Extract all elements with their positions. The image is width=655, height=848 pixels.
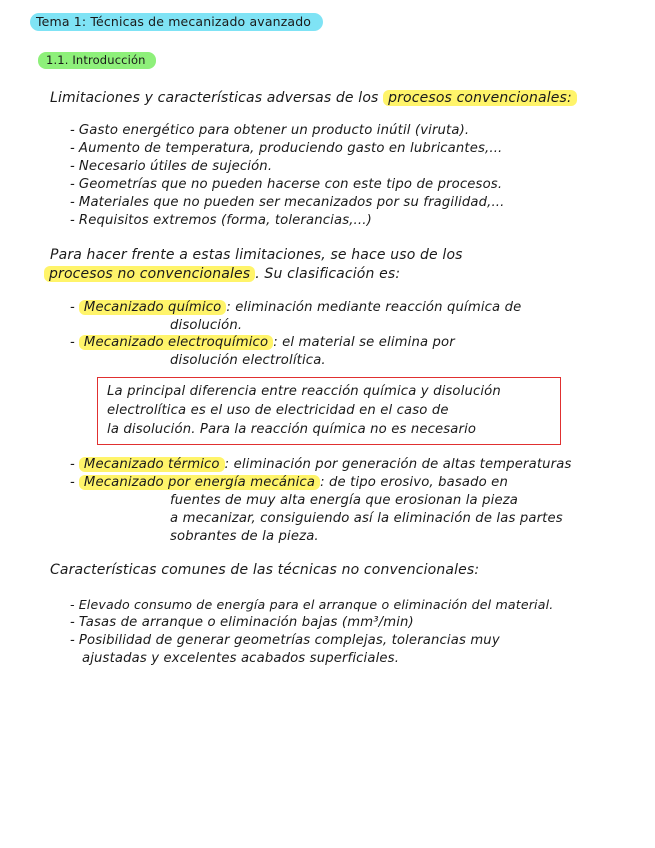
chemical-machining-item: - Mecanizado químico : eliminación mediante reacción química de [70, 300, 522, 315]
mechanical-machining-cont: fuentes de muy alta energía que erosionan la pieza [170, 493, 519, 508]
page-title [30, 14, 323, 30]
electrochemical-machining-text: : el material se elimina por [273, 335, 455, 350]
common-heading: Características comunes de las técnicas no convencionales: [50, 562, 480, 578]
mechanical-machining-item: - Mecanizado por energía mecánica : de tipo erosivo, basado en [70, 475, 508, 490]
chemical-machining-label: Mecanizado químico [79, 300, 226, 315]
list-item-text: Elevado consumo de energía para el arranque o eliminación del material. [78, 597, 554, 612]
thermal-machining-text: : eliminación por generación de altas temperaturas [224, 457, 572, 472]
list-item-text: Gasto energético para obtener un producto inútil (viruta). [78, 123, 470, 138]
limitations-intro-text: Limitaciones y características adversas de los [50, 90, 379, 106]
section-highlight: 1.1. Introducción [38, 52, 156, 69]
list-item-text: Materiales que no pueden ser mecanizados por su fragilidad,... [78, 195, 505, 210]
limitations-intro [50, 90, 577, 106]
list-item-text: Aumento de temperatura, produciendo gasto en lubricantes,... [78, 141, 503, 156]
list-item: - Aumento de temperatura, produciendo gasto en lubricantes,... [70, 141, 503, 156]
chemical-machining-text: : eliminación mediante reacción química de [226, 300, 522, 315]
list-item: - Gasto energético para obtener un producto inútil (viruta). [70, 123, 470, 138]
list-item: - Requisitos extremos (forma, tolerancias,...) [70, 213, 372, 228]
classification-intro-line2 [44, 266, 400, 282]
thermal-machining-label: Mecanizado térmico [79, 457, 225, 472]
list-item: - Tasas de arranque o eliminación bajas (mm³/min) [70, 615, 414, 630]
electrochemical-machining-cont: disolución electrolítica. [170, 353, 326, 368]
note-line: electrolítica es el uso de electricidad en el caso de [107, 403, 449, 418]
list-item-text: Geometrías que no pueden hacerse con este tipo de procesos. [78, 177, 503, 192]
non-conventional-highlight: procesos no convencionales [44, 266, 255, 282]
classification-intro-rest: . Su clasificación es: [255, 266, 401, 282]
list-item-cont: ajustadas y excelentes acabados superficiales. [82, 651, 400, 666]
mechanical-machining-cont: sobrantes de la pieza. [170, 529, 319, 544]
list-item: - Materiales que no pueden ser mecanizados por su fragilidad,... [70, 195, 505, 210]
mechanical-machining-label: Mecanizado por energía mecánica [79, 475, 320, 490]
thermal-machining-item: - Mecanizado térmico : eliminación por generación de altas temperaturas [70, 457, 572, 472]
list-item-text: Tasas de arranque o eliminación bajas (mm³/min) [78, 615, 414, 630]
conventional-processes-highlight: procesos convencionales: [383, 90, 577, 106]
classification-intro-line1: Para hacer frente a estas limitaciones, se hace uso de los [50, 247, 463, 263]
section-heading [38, 52, 156, 68]
list-item: - Necesario útiles de sujeción. [70, 159, 273, 174]
title-highlight: Tema 1: Técnicas de mecanizado avanzado [30, 13, 323, 31]
list-item: - Geometrías que no pueden hacerse con este tipo de procesos. [70, 177, 503, 192]
list-item-text: Requisitos extremos (forma, tolerancias,...) [78, 213, 372, 228]
chemical-machining-cont: disolución. [170, 318, 243, 333]
list-item: - Posibilidad de generar geometrías complejas, tolerancias muy [70, 633, 500, 648]
list-item: - Elevado consumo de energía para el arranque o eliminación del material. [70, 597, 554, 612]
list-item-text: Posibilidad de generar geometrías complejas, tolerancias muy [78, 633, 500, 648]
mechanical-machining-text: : de tipo erosivo, basado en [320, 475, 508, 490]
electrochemical-machining-label: Mecanizado electroquímico [79, 335, 273, 350]
mechanical-machining-cont: a mecanizar, consiguiendo así la eliminación de las partes [170, 511, 563, 526]
note-line: La principal diferencia entre reacción química y disolución [107, 384, 501, 399]
note-line: la disolución. Para la reacción química no es necesario [107, 422, 477, 437]
list-item-text: Necesario útiles de sujeción. [78, 159, 273, 174]
electrochemical-machining-item: - Mecanizado electroquímico : el material se elimina por [70, 335, 455, 350]
